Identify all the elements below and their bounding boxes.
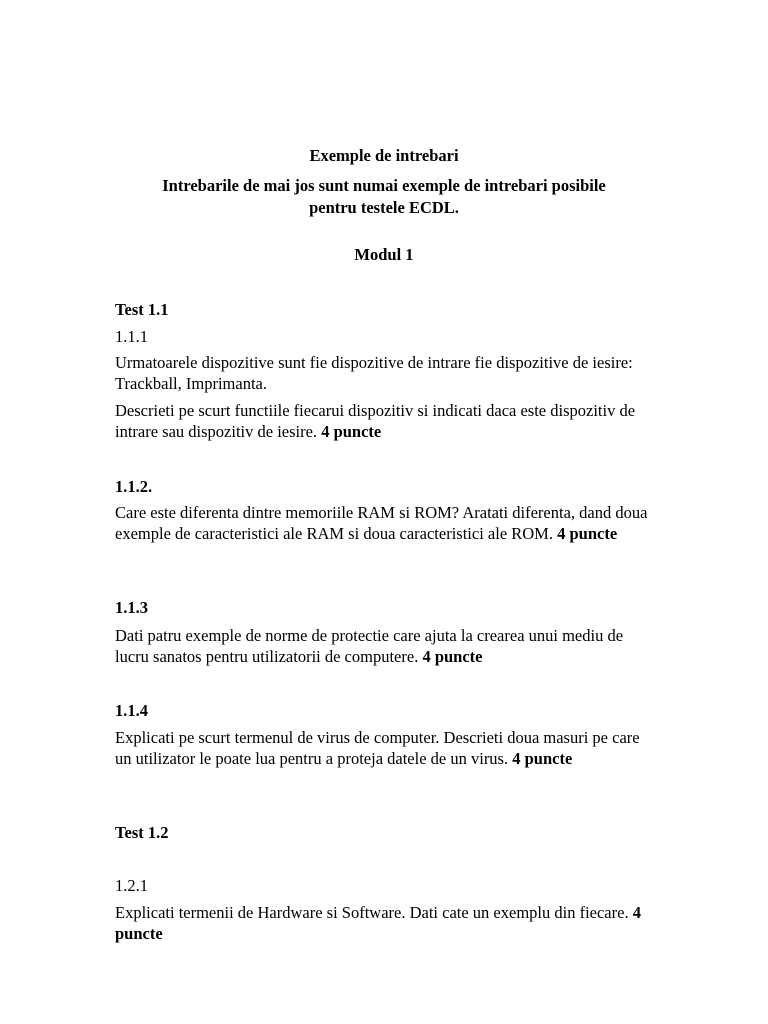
question-1-1-1-intro-text: Urmatoarele dispozitive sunt fie dispozitive de intrare fie dispozitive de iesire: Trackball, Imprimanta.	[115, 353, 633, 393]
question-1-1-2-text: Care este diferenta dintre memoriile RAM si ROM? Aratati diferenta, dand doua exemple de caracteristici ale RAM si doua caracteristici ale ROM.	[115, 503, 648, 543]
question-1-1-3-points: 4 puncte	[422, 647, 483, 666]
question-1-1-1-text: Descrieti pe scurt functiile fiecarui dispozitiv si indicati daca este dispozitiv de intrare sau dispozitiv de iesire.	[115, 401, 636, 441]
question-1-1-2-paragraph	[115, 502, 655, 544]
question-1-1-3-text: Dati patru exemple de norme de protectie care ajuta la crearea unui mediu de lucru sanatos pentru utilizatorii de computere.	[115, 626, 624, 666]
module-heading: Modul 1	[354, 245, 414, 264]
question-1-1-1-paragraph-1	[115, 352, 655, 394]
test-heading-1-1: Test 1.1	[115, 300, 169, 319]
question-1-2-1-paragraph	[115, 902, 655, 944]
question-1-1-4-paragraph	[115, 727, 655, 769]
question-1-1-1-paragraph-2	[115, 400, 655, 442]
question-1-1-4-points: 4 puncte	[512, 749, 573, 768]
intro-line-1: Intrebarile de mai jos sunt numai exemple de intrebari posibile	[162, 176, 606, 195]
question-number-1-2-1: 1.2.1	[115, 876, 148, 895]
question-number-1-1-1: 1.1.1	[115, 327, 148, 346]
question-1-1-4-text: Explicati pe scurt termenul de virus de computer. Descrieti doua masuri pe care un utilizator le poate lua pentru a proteja datele de un virus.	[115, 728, 640, 768]
question-1-1-1-points: 4 puncte	[321, 422, 382, 441]
question-number-1-1-4: 1.1.4	[115, 701, 148, 720]
intro-line-2: pentru testele ECDL.	[309, 198, 459, 217]
question-1-1-3-paragraph	[115, 625, 655, 667]
question-1-2-1-text: Explicati termenii de Hardware si Software. Dati cate un exemplu din fiecare.	[115, 903, 633, 922]
question-1-1-2-points: 4 puncte	[557, 524, 618, 543]
document-intro	[0, 175, 768, 219]
document-title: Exemple de intrebari	[309, 146, 459, 165]
question-number-1-1-2: 1.1.2.	[115, 477, 153, 496]
question-1-2-1-points: 4 puncte	[115, 903, 641, 943]
question-number-1-1-3: 1.1.3	[115, 598, 148, 617]
test-heading-1-2: Test 1.2	[115, 823, 169, 842]
